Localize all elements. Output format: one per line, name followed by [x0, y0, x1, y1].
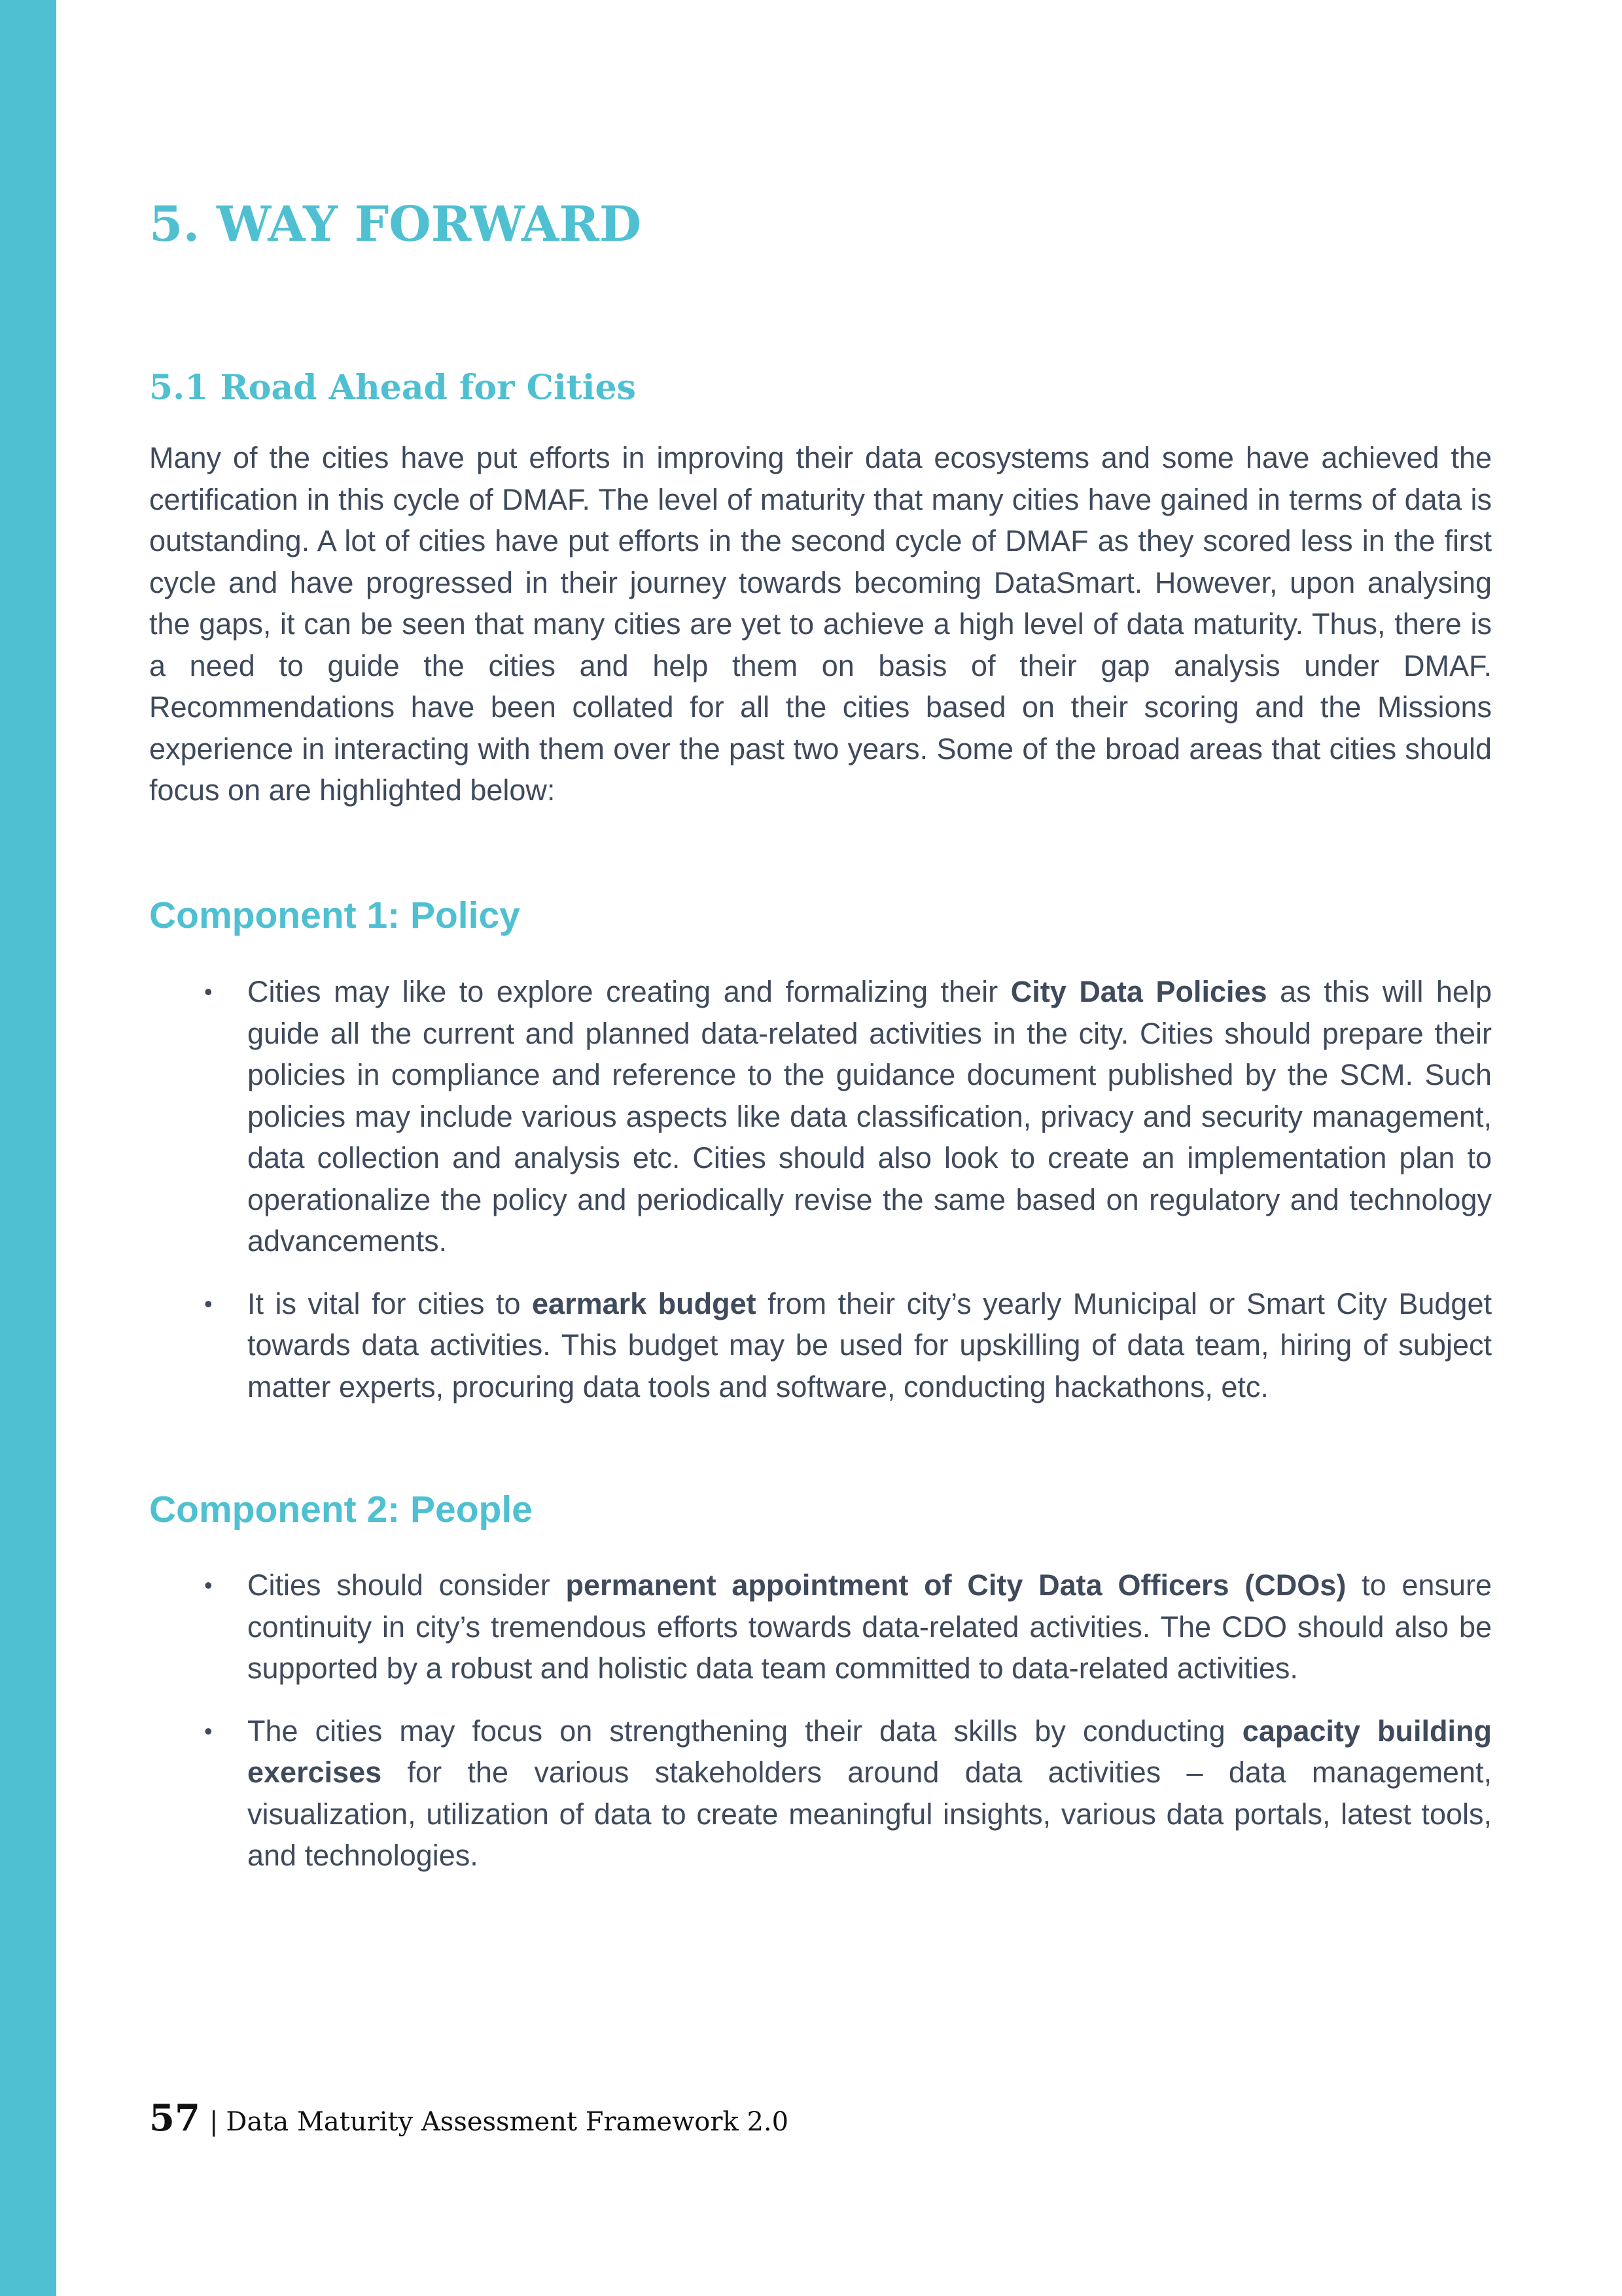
footer-document-title: Data Maturity Assessment Framework 2.0 — [226, 2107, 789, 2137]
list-item — [149, 1564, 1492, 1689]
section-intro-paragraph: Many of the cities have put efforts in improving their data ecosystems and some have achieved the certification in this cycle of DMAF. The level of maturity that many cities have gained in terms of data is outstanding. A lot of cities have put efforts in the second cycle of DMAF as they scored less in the first cycle and have progressed in their journey towards becoming DataSmart. However, upon analysing the gaps, it can be seen that many cities are yet to achieve a high level of data maturity. Thus, there is a need to guide the cities and help them on basis of their gap analysis under DMAF. Recommendations have been collated for all the cities based on their scoring and the Missions experience in interacting with them over the past two years. Some of the broad areas that cities should focus on are highlighted below: — [149, 441, 1492, 807]
bullet-icon: • — [204, 1572, 213, 1598]
list-item — [149, 971, 1492, 1262]
bullet-text: for the various stakeholders around data activities – data management, visualization, utilization of data to create meaningful insights, various data portals, latest tools, and technologies. — [247, 1756, 1492, 1872]
bullet-emphasis: permanent appointment of City Data Officers (CDOs) — [565, 1568, 1347, 1602]
bullet-icon: • — [204, 978, 213, 1005]
bullet-text: Cities may like to explore creating and formalizing their — [247, 975, 1011, 1008]
bullet-icon: • — [204, 1717, 213, 1744]
bullet-emphasis: earmark budget — [532, 1286, 756, 1320]
page-number: 57 — [149, 2096, 200, 2140]
list-item — [149, 1710, 1492, 1877]
page-footer — [149, 2096, 788, 2140]
section-title: 5.1 Road Ahead for Cities — [149, 368, 636, 408]
bullet-text: It is vital for cities to — [247, 1286, 533, 1320]
bullet-text: from their city’s yearly Municipal or Smart City Budget towards data activities. This budget may be used for upskilling of data team, hiring of subject matter experts, procuring data tools and software, conducting hackathons, etc. — [247, 1286, 1492, 1404]
list-item — [149, 1283, 1492, 1408]
side-accent-bar — [0, 0, 56, 2296]
bullet-text: to ensure continuity in city’s tremendous efforts towards data-related activities. The CDO should also be supported by a robust and holistic data team committed to data-related activities. — [247, 1568, 1492, 1685]
bullet-emphasis: City Data Policies — [1010, 975, 1267, 1008]
footer-separator: | — [209, 2107, 219, 2137]
bullet-emphasis: capacity building exercises — [247, 1714, 1492, 1789]
bullet-icon: • — [204, 1290, 213, 1317]
component-2-bullet-list — [149, 1564, 1492, 1898]
component-1-bullet-list — [149, 971, 1492, 1428]
component-2-heading: Component 2: People — [149, 1489, 533, 1530]
bullet-text: Cities should consider — [247, 1568, 566, 1602]
component-1-heading: Component 1: Policy — [149, 894, 520, 936]
bullet-text: as this will help guide all the current and planned data-related activities in the city. Cities should prepare their policies in compliance and reference to the guidance document published by the SCM. Such policies may include various aspects like data classification, privacy and security management, data collection and analysis etc. Cities should also look to create an implementation plan to operationalize the policy and periodically revise the same based on regulatory and technology advancements. — [247, 975, 1492, 1258]
chapter-title: 5. WAY FORWARD — [149, 196, 642, 253]
bullet-text: The cities may focus on strengthening their data skills by conducting — [247, 1714, 1243, 1748]
